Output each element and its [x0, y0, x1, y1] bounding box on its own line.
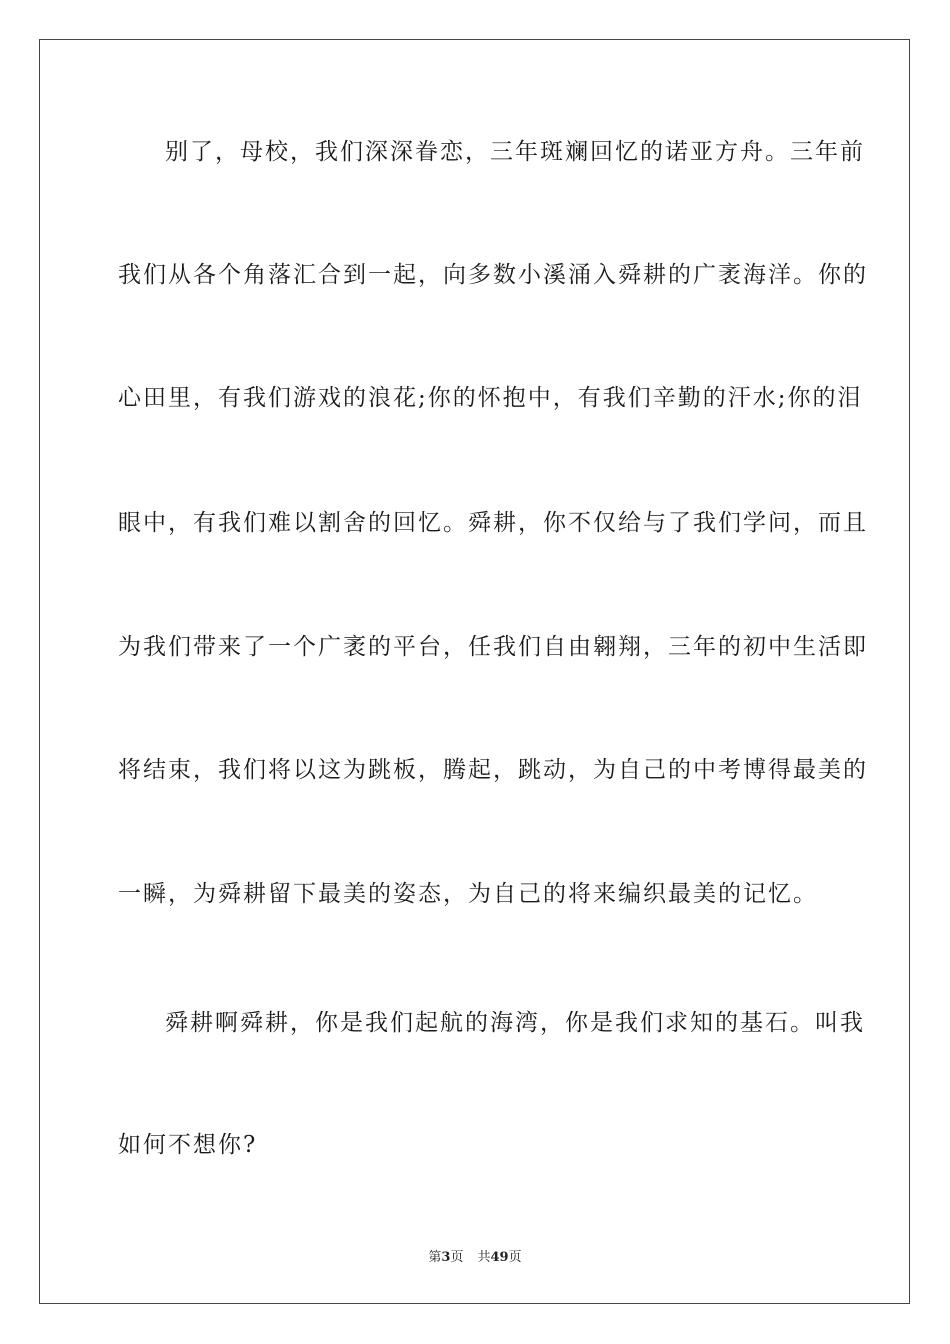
page-footer	[0, 1246, 950, 1265]
page-prefix: 第	[428, 1250, 442, 1265]
page-border	[39, 39, 910, 1304]
text-line: 将结束，我们将以这为跳板，腾起，跳动，为自己的中考博得最美的	[118, 757, 868, 783]
total-prefix: 共	[477, 1250, 491, 1265]
text-line: 一瞬，为舜耕留下最美的姿态，为自己的将来编织最美的记忆。	[118, 881, 818, 907]
text-line: 别了，母校，我们深深眷恋，三年斑斓回忆的诺亚方舟。三年前	[165, 139, 865, 165]
total-pages: 49	[490, 1250, 509, 1265]
text-line: 眼中，有我们难以割舍的回忆。舜耕，你不仅给与了我们学问，而且	[118, 510, 868, 536]
text-line: 我们从各个角落汇合到一起，向多数小溪涌入舜耕的广袤海洋。你的	[118, 262, 868, 288]
page-number: 3	[441, 1250, 451, 1265]
text-line: 心田里，有我们游戏的浪花;你的怀抱中，有我们辛勤的汗水;你的泪	[118, 385, 863, 411]
text-line: 为我们带来了一个广袤的平台，任我们自由翱翔，三年的初中生活即	[118, 634, 868, 660]
page-suffix: 页	[450, 1250, 464, 1265]
text-line: 如何不想你?	[118, 1132, 258, 1158]
total-suffix: 页	[508, 1250, 522, 1265]
text-line: 舜耕啊舜耕，你是我们起航的海湾，你是我们求知的基石。叫我	[165, 1010, 865, 1036]
